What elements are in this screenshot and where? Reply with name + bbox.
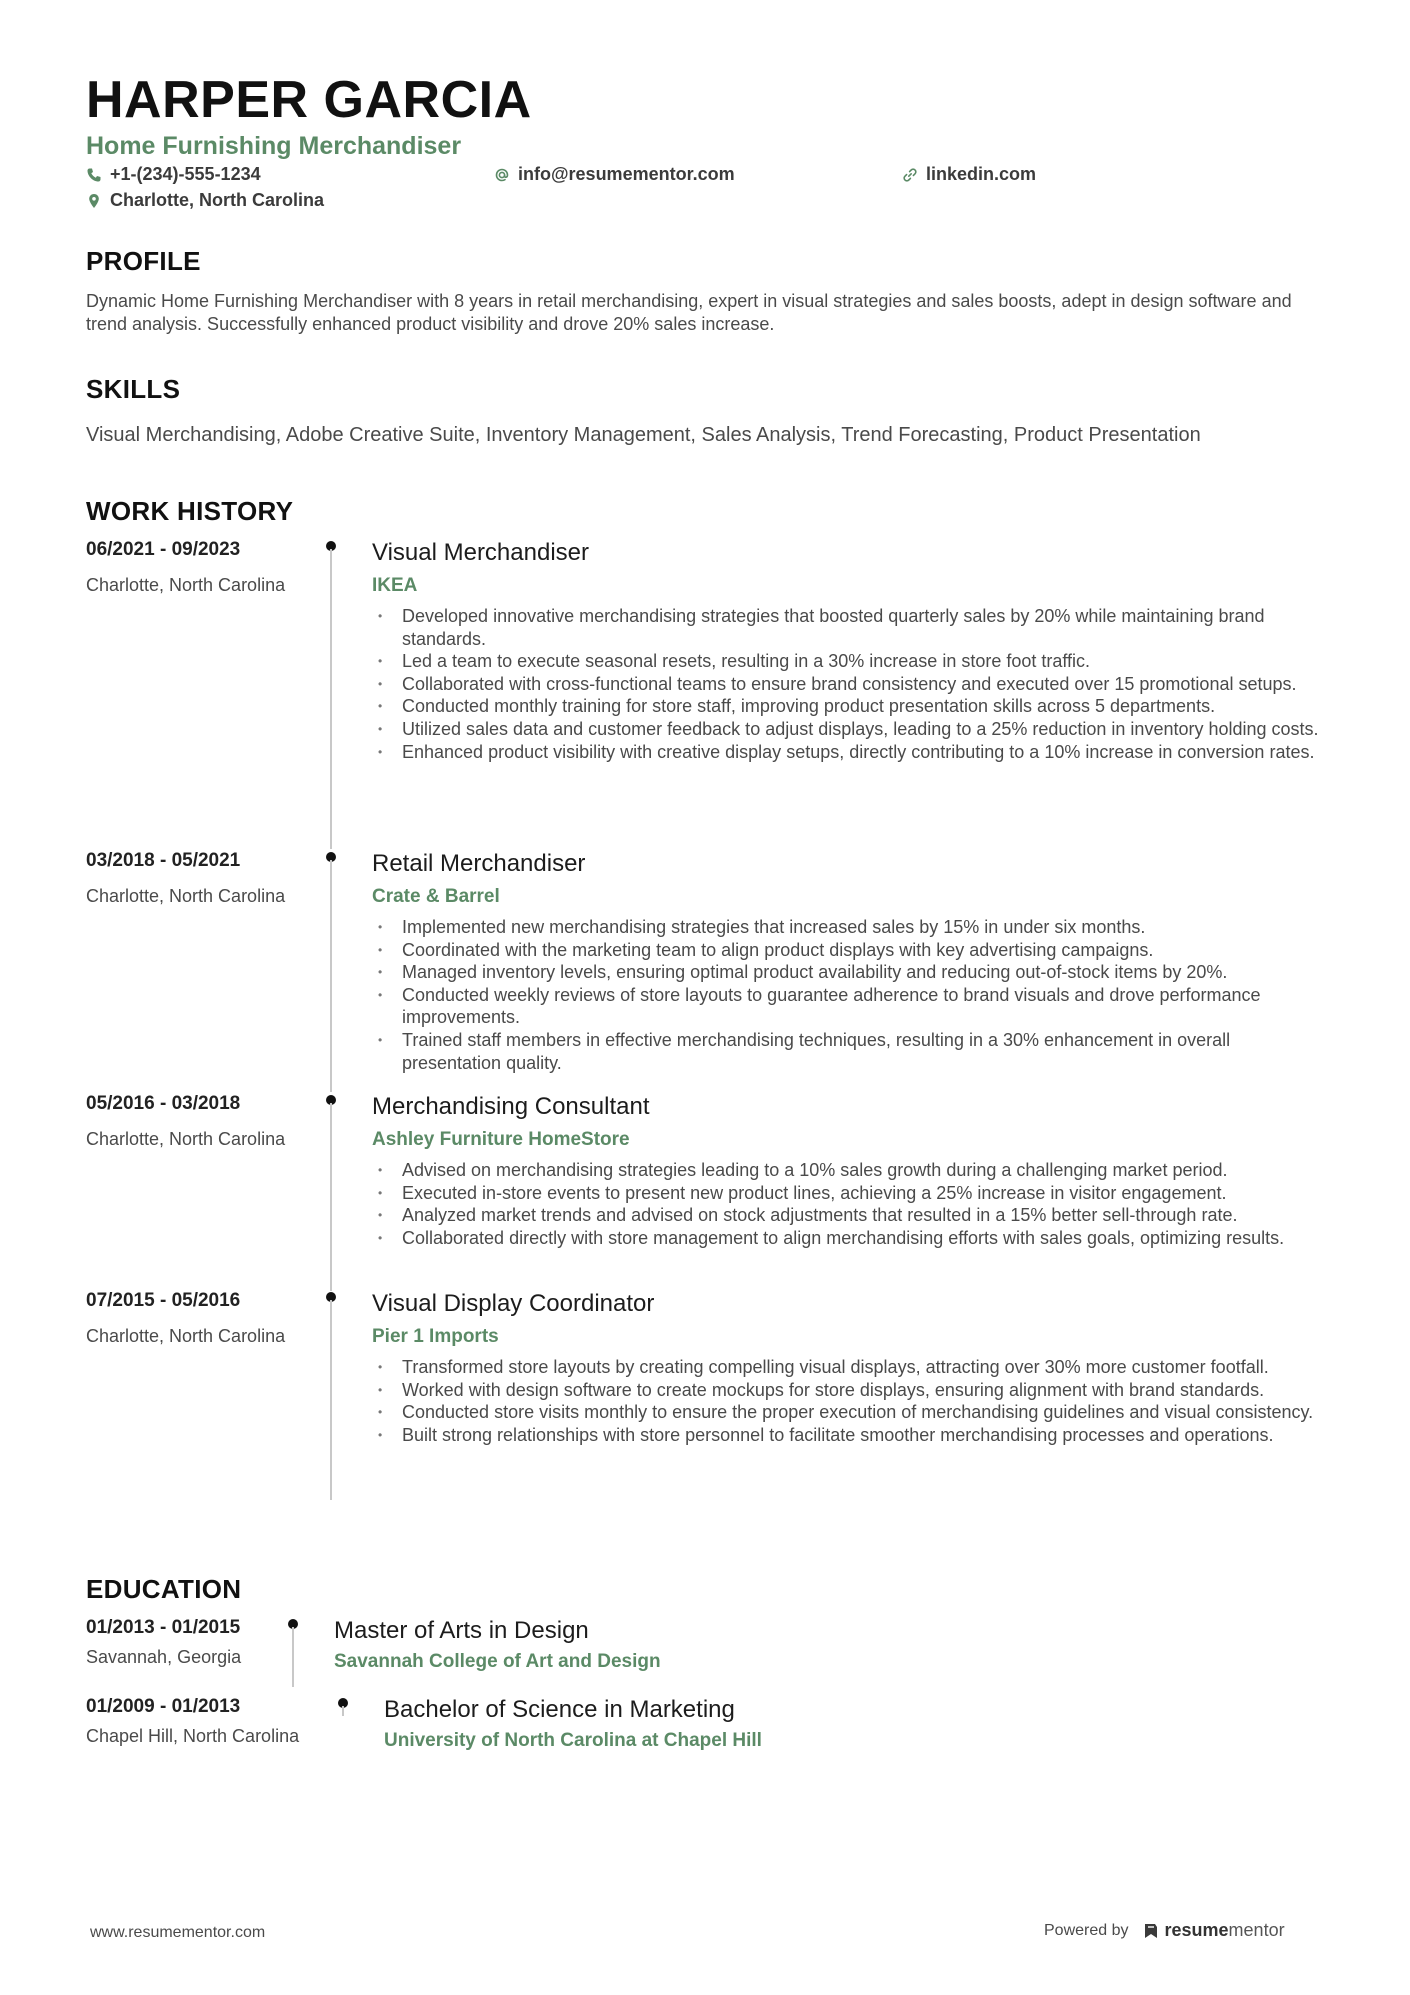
- job-company: Pier 1 Imports: [372, 1326, 499, 1347]
- profile-text: Dynamic Home Furnishing Merchandiser with 8 years in retail merchandising, expert in visual strategies and sales boosts, adept in design software and trend analysis. Successfully enhanced product visibility and drove 20% sales increase.: [86, 291, 1292, 334]
- brand-logo[interactable]: [1143, 1920, 1285, 1941]
- job-bullet: • Implemented new merchandising strategies that increased sales by 15% in under six months.: [372, 916, 1332, 939]
- job-bullet: • Conducted weekly reviews of store layouts to guarantee adherence to brand visuals and drove performance improvements.: [372, 984, 1332, 1029]
- contact-linkedin[interactable]: [902, 164, 1036, 185]
- job-bullet: • Enhanced product visibility with creative display setups, directly contributing to a 10% increase in conversion rates.: [372, 741, 1332, 764]
- edu-date: 01/2013 - 01/2015: [86, 1617, 241, 1638]
- job-bullet: • Collaborated with cross-functional teams to ensure brand consistency and executed over 15 promotional setups.: [372, 673, 1332, 696]
- timeline-line: [330, 860, 332, 1092]
- job-bullet: • Utilized sales data and customer feedback to adjust displays, leading to a 25% reduction in inventory holding costs.: [372, 718, 1332, 741]
- timeline-line: [330, 549, 332, 849]
- candidate-title: Home Furnishing Merchandiser: [86, 132, 462, 160]
- job-bullet: • Coordinated with the marketing team to align product displays with key advertising campaigns.: [372, 939, 1332, 962]
- job-date: 05/2016 - 03/2018: [86, 1093, 241, 1114]
- job-date: 03/2018 - 05/2021: [86, 850, 241, 871]
- job-role: Merchandising Consultant: [372, 1093, 650, 1120]
- linkedin-text: linkedin.com: [926, 164, 1037, 184]
- skills-heading: SKILLS: [86, 374, 181, 404]
- job-bullet: • Collaborated directly with store management to align merchandising efforts with sales goals, optimizing results.: [372, 1227, 1332, 1250]
- job-bullet: • Managed inventory levels, ensuring optimal product availability and reducing out-of-stock items by 20%.: [372, 961, 1332, 984]
- work-history-heading: WORK HISTORY: [86, 496, 294, 526]
- candidate-name: HARPER GARCIA: [86, 71, 532, 129]
- job-role: Visual Display Coordinator: [372, 1290, 655, 1317]
- brand-mark-icon: [1143, 1922, 1159, 1940]
- job-bullets: [372, 916, 1332, 1074]
- edu-school: University of North Carolina at Chapel Hill: [384, 1730, 762, 1751]
- edu-school: Savannah College of Art and Design: [334, 1651, 661, 1672]
- job-company: Ashley Furniture HomeStore: [372, 1129, 630, 1150]
- job-bullets: [372, 1159, 1332, 1249]
- location-text: Charlotte, North Carolina: [110, 190, 325, 210]
- job-bullet: • Led a team to execute seasonal resets, resulting in a 30% increase in store foot traffic.: [372, 650, 1332, 673]
- job-company: Crate & Barrel: [372, 886, 500, 907]
- contact-location: [86, 190, 324, 211]
- profile-heading: PROFILE: [86, 246, 201, 276]
- edu-location: Savannah, Georgia: [86, 1647, 242, 1667]
- skills-text: Visual Merchandising, Adobe Creative Suite, Inventory Management, Sales Analysis, Trend Forecasting, Product Presentation: [86, 424, 1201, 446]
- contact-email[interactable]: [494, 164, 735, 185]
- job-bullet: • Trained staff members in effective merchandising techniques, resulting in a 30% enhancement in overall presentation quality.: [372, 1029, 1332, 1074]
- job-bullet: • Worked with design software to create mockups for store displays, ensuring alignment with brand standards.: [372, 1379, 1332, 1402]
- powered-by-label: Powered by: [1044, 1921, 1129, 1939]
- job-bullets: [372, 1356, 1332, 1446]
- footer-website[interactable]: www.resumementor.com: [90, 1924, 266, 1941]
- job-bullet: • Conducted store visits monthly to ensure the proper execution of merchandising guidelines and visual consistency.: [372, 1401, 1332, 1424]
- brand-text-bold: resume: [1164, 1920, 1229, 1940]
- job-bullets: [372, 605, 1332, 763]
- brand-text-light: mentor: [1228, 1920, 1285, 1940]
- job-company: IKEA: [372, 575, 418, 596]
- job-bullet: • Advised on merchandising strategies leading to a 10% sales growth during a challenging market period.: [372, 1159, 1332, 1182]
- job-location: Charlotte, North Carolina: [86, 1129, 286, 1149]
- footer-branding: [1044, 1920, 1285, 1941]
- job-bullet: • Executed in-store events to present new product lines, achieving a 25% increase in visitor engagement.: [372, 1182, 1332, 1205]
- job-location: Charlotte, North Carolina: [86, 575, 286, 595]
- link-icon: [902, 167, 918, 183]
- phone-text: +1-(234)-555-1234: [110, 164, 261, 184]
- timeline-line: [292, 1627, 294, 1687]
- edu-degree: Bachelor of Science in Marketing: [384, 1696, 735, 1723]
- job-bullet: • Transformed store layouts by creating compelling visual displays, attracting over 30% more customer footfall.: [372, 1356, 1332, 1379]
- job-role: Visual Merchandiser: [372, 539, 589, 566]
- timeline-line: [342, 1706, 344, 1716]
- at-icon: [494, 167, 510, 183]
- timeline-line: [330, 1300, 332, 1500]
- job-date: 07/2015 - 05/2016: [86, 1290, 241, 1311]
- edu-degree: Master of Arts in Design: [334, 1617, 589, 1644]
- location-pin-icon: [86, 193, 102, 209]
- job-bullet: • Analyzed market trends and advised on stock adjustments that resulted in a 15% better sell-through rate.: [372, 1204, 1332, 1227]
- job-bullet: • Developed innovative merchandising strategies that boosted quarterly sales by 20% while maintaining brand standards.: [372, 605, 1332, 650]
- contact-phone[interactable]: [86, 164, 261, 185]
- phone-icon: [86, 167, 102, 183]
- education-heading: EDUCATION: [86, 1574, 242, 1604]
- job-bullet: • Conducted monthly training for store staff, improving product presentation skills across 5 departments.: [372, 695, 1332, 718]
- job-date: 06/2021 - 09/2023: [86, 539, 241, 560]
- job-location: Charlotte, North Carolina: [86, 1326, 286, 1346]
- email-text: info@resumementor.com: [518, 164, 735, 184]
- job-bullet: • Built strong relationships with store personnel to facilitate smoother merchandising processes and operations.: [372, 1424, 1332, 1447]
- timeline-line: [330, 1103, 332, 1291]
- job-location: Charlotte, North Carolina: [86, 886, 286, 906]
- job-role: Retail Merchandiser: [372, 850, 586, 877]
- edu-date: 01/2009 - 01/2013: [86, 1696, 241, 1717]
- edu-location: Chapel Hill, North Carolina: [86, 1726, 300, 1746]
